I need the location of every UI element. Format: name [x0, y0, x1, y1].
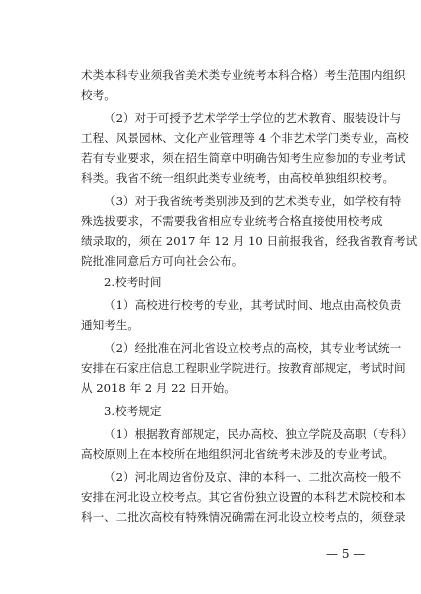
body-text-line: 安排在河北设立校考点。其它省份独立设置的本科艺术院校和本	[81, 490, 406, 504]
body-text-line: 术类本科专业须我省美术类专业统考本科合格）考生范围内组织	[81, 68, 406, 82]
body-text-line: 校考。	[81, 88, 116, 102]
body-text-line: 院批准同意后方可向社会公布。	[81, 254, 244, 268]
body-text-line: （2）河北周边省份及京、津的本科一、二批次高校一般不	[104, 470, 402, 484]
body-text-line: （1）根据教育部规定，民办高校、独立学院及高职（专科）	[104, 427, 413, 441]
body-text-line: 高校原则上在本校所在地组织河北省统考未涉及的专业考试。	[81, 447, 395, 461]
body-text-line: （2）经批准在河北省设立校考点的高校，其专业考试统一	[104, 341, 402, 355]
body-text-line: 从 2018 年 2 月 22 日开始。	[81, 381, 236, 395]
body-text-line: （3）对于我省统考类别涉及到的艺术类专业，如学校有特	[104, 194, 402, 208]
body-text-line: 安排在石家庄信息工程职业学院进行。按教育部规定，考试时间	[81, 361, 406, 375]
page-number: — 5 —	[326, 547, 366, 561]
section-heading: 3.校考规定	[104, 404, 162, 418]
section-heading: 2.校考时间	[104, 275, 162, 289]
body-text-line: 科一、二批次高校有特殊情况确需在河北设立校考点的，须登录	[81, 510, 406, 524]
body-text-line: 绩录取的，须在 2017 年 12 月 10 日前报我省，经我省教育考试	[81, 234, 418, 248]
body-text-line: 殊选拔要求，不需要我省相应专业统考合格直接使用校考成	[81, 214, 383, 228]
body-text-line: 通知考生。	[81, 318, 139, 332]
body-text-line: 若有专业要求，须在招生简章中明确告知考生应参加的专业考试	[81, 151, 406, 165]
body-text-line: 科类。我省不统一组织此类专业统考，由高校单独组织校考。	[81, 171, 395, 185]
body-text-line: （1）高校进行校考的专业，其考试时间、地点由高校负责	[104, 298, 402, 312]
body-text-line: （2）对于可授予艺术学学士学位的艺术教育、服装设计与	[104, 111, 402, 125]
body-text-line: 工程、风景园林、文化产业管理等 4 个非艺术学门类专业，高校	[81, 131, 409, 145]
